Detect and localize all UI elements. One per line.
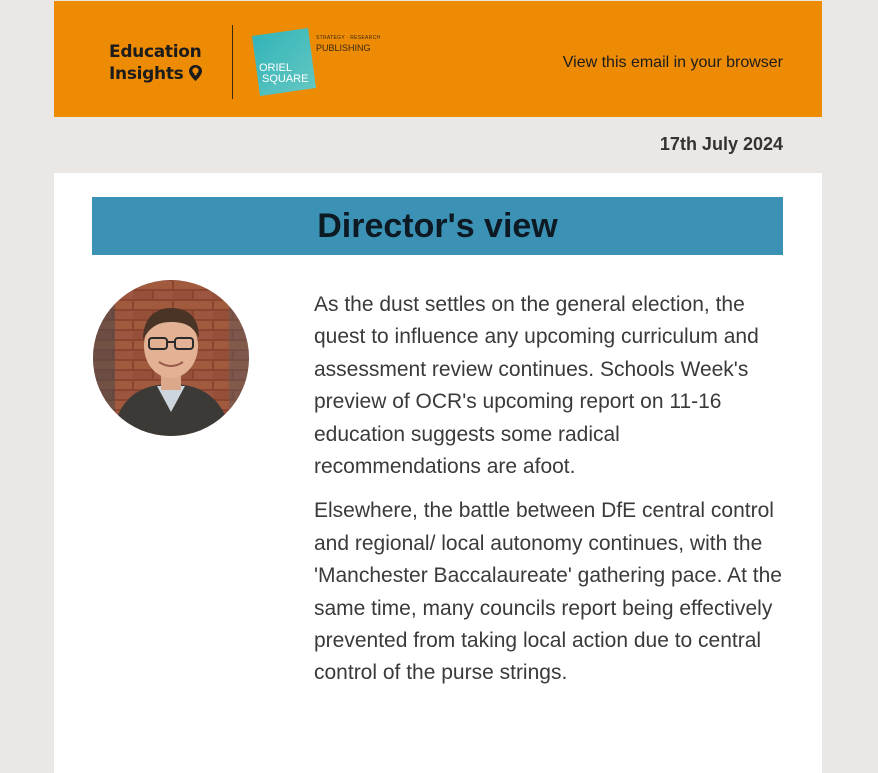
director-photo (93, 280, 249, 436)
education-insights-logo[interactable] (109, 41, 203, 85)
oriel-square-logo[interactable] (250, 28, 318, 96)
oriel-tagline: STRATEGY · RESEARCH (316, 35, 381, 41)
brand-line-1: Education (109, 42, 202, 62)
lightbulb-pin-icon (188, 64, 203, 82)
oriel-publishing-label: PUBLISHING (316, 43, 371, 53)
logo-divider (232, 25, 233, 99)
article-paragraph-1: As the dust settles on the general election, the quest to influence any upcoming curriculum and assessment review continues. Schools Week's preview of OCR's upcoming report on 11-16 education suggests some radical recommendations are afoot. (314, 293, 759, 479)
date-row (54, 117, 822, 173)
issue-date: 17th July 2024 (659, 134, 783, 154)
director-avatar (93, 280, 249, 436)
email-header (54, 1, 822, 117)
article-body (314, 289, 784, 702)
brand-line-2-text: Insights (109, 64, 184, 84)
brand-line-2 (109, 63, 203, 85)
content-panel (54, 173, 822, 773)
oriel-logo-line1: ORIEL (259, 62, 293, 74)
view-in-browser-link[interactable]: View this email in your browser (562, 54, 783, 71)
oriel-logo-line2: SQUARE (262, 73, 309, 85)
article-paragraph-2: Elsewhere, the battle between DfE central control and regional/ local autonomy continues, with the 'Manchester Baccalaureate' gathering pace. At the same time, many councils report being effectively prevented from taking local action due to central control of the purse strings. (314, 499, 782, 685)
section-title: Director's view (317, 207, 558, 245)
section-header-bar (92, 197, 783, 255)
email-container (54, 1, 822, 773)
